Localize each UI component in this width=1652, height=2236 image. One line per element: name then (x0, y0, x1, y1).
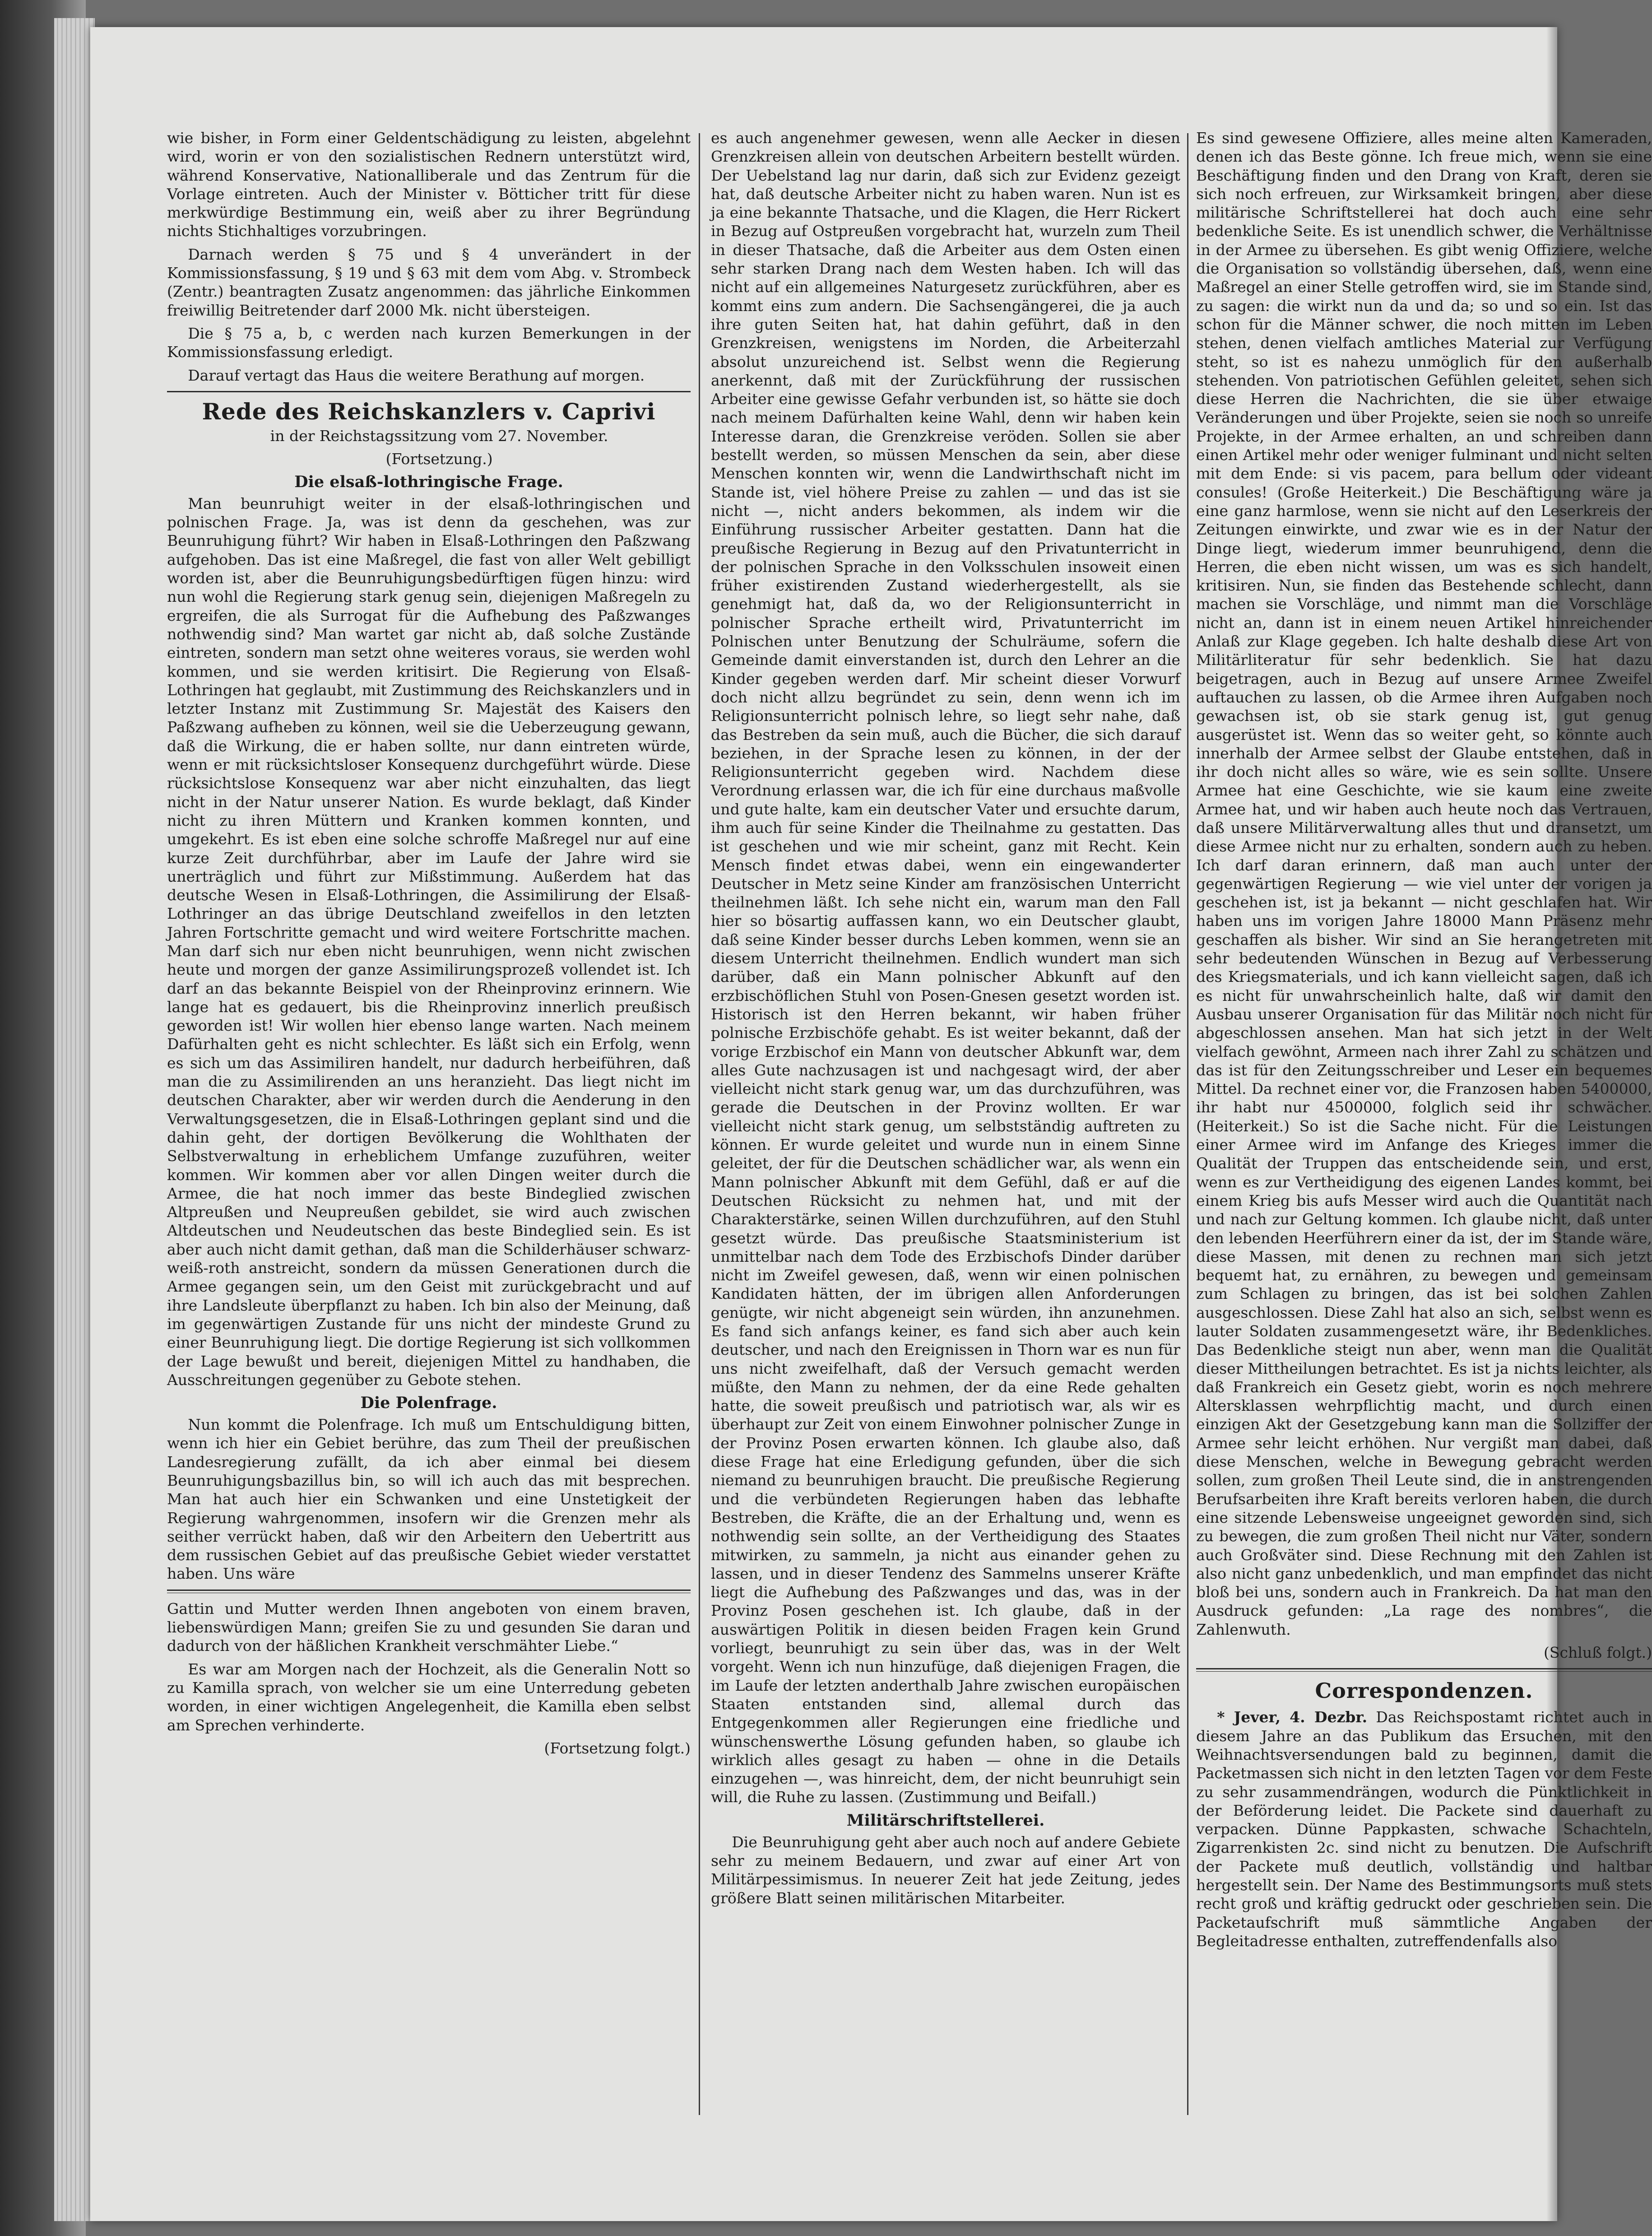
column-2 (711, 129, 1180, 1912)
section-divider (1196, 1668, 1652, 1672)
column-3 (1196, 129, 1652, 1955)
correspondence-title: Correspondenzen. (1315, 1678, 1533, 1703)
paragraph: Man beunruhigt weiter in der elsaß-lothringischen und polnischen Frage. Ja, was ist denn da geschehen, was zur Beunruhigung führt? Wir haben in Elsaß-Lothringen den Paßzwang aufgehoben. Das ist eine Maßregel, die fast von aller Welt gebilligt worden ist, aber die Beunruhigungsbedürftigen fügen hinzu: wird nun wohl die Regierung stark genug sein, diejenigen Maßregeln zu ergreifen, die als Surrogat für die Aufhebung des Paßzwanges nothwendig sind? Man wartet gar nicht ab, daß solche Zustände eintreten, sondern man setzt ohne weiteres voraus, sie werden wohl kommen, und sie werden kritisirt. Die Regierung von Elsaß-Lothringen hat geglaubt, mit Zustimmung des Reichskanzlers und in letzter Instanz mit Zustimmung Sr. Majestät des Kaisers den Paßzwang aufheben zu können, weil sie die Ueberzeugung gewann, daß die Wirkung, die er haben sollte, nur dann eintreten würde, wenn er mit rücksichtsloser Konsequenz durchgeführt würde. Diese rücksichtslose Konsequenz war aber nicht einzuhalten, das liegt nicht in der Natur unserer Nation. Es wurde beklagt, daß Kinder nicht zu ihren Müttern und Kranken kommen konnten, und umgekehrt. Es ist eben eine solche schroffe Maßregel nur auf eine kurze Zeit durchführbar, aber im Laufe der Jahre wird sie unerträglich und führt zur Mißstimmung. Außerdem hat das deutsche Wesen in Elsaß-Lothringen, die Assimilirung der Elsaß-Lothringer an das übrige Deutschland zweifellos in den letzten Jahren Fortschritte gemacht und wird weitere Fortschritte machen. Man darf sich nur eben nicht beunruhigen, wenn nicht zwischen heute und morgen der ganze Assimilirungsprozeß vollendet ist. Ich darf an das bekannte Beispiel von der Rheinprovinz erinnern. Wie lange hat es gedauert, bis die Rheinprovinz innerlich preußisch geworden ist! Wir wollen hier ebenso lange warten. Nach meinem Dafürhalten geht es nicht schlechter. Es läßt sich ein Erfolg, wenn es sich um das Assimiliren handelt, nur dadurch herbeiführen, daß man die zu Assimilirenden an uns heranzieht. Das liegt nicht im deutschen Charakter, aber wir werden durch die Aenderung in den Verwaltungsgesetzen, die in Elsaß-Lothringen geplant sind und die dahin geht, der dortigen Bevölkerung die Wohlthaten der Selbstverwaltung in erheblichem Umfange zuzuführen, weiter kommen. Wir kommen aber vor allen Dingen weiter durch die Armee, die hat noch immer das beste Bindeglied zwischen Altpreußen und Neupreußen gebildet, sie wird auch zwischen Altdeutschen und Neudeutschen das beste Bindeglied sein. Es ist aber auch nicht damit gethan, daß man die Schilderhäuser schwarz-weiß-roth anstreicht, sondern da müssen Generationen durch die Armee gegangen sein, um den Geist mit zurückgebracht und auf ihre Landsleute überpflanzt zu haben. Ich bin also der Meinung, daß im gegenwärtigen Zustande für uns nicht der mindeste Grund zu einer Beunruhigung liegt. Die dortige Regierung ist sich vollkommen der Lage bewußt und bereit, diejenigen Mittel zu handhaben, die Ausschreitungen gegenüber zu Gebote stehen. (167, 494, 691, 1389)
section-divider (167, 391, 691, 392)
paragraph: Die § 75 a, b, c werden nach kurzen Bemerkungen in der Kommissionsfassung erledigt. (167, 324, 691, 361)
feuilleton-divider (167, 1590, 691, 1593)
paragraph: Es war am Morgen nach der Hochzeit, als die Generalin Nott so zu Kamilla sprach, von welcher sie um eine Unterredung gebeten worden, in einer wichtigen Angelegenheit, die Kamilla eben selbst am Sprechen verhinderte. (167, 1660, 691, 1734)
section-heading-poland: Die Polenfrage. (360, 1394, 497, 1413)
section-heading-alsace: Die elsaß-lothringische Frage. (294, 472, 563, 491)
correspondence-text: Das Reichspostamt richtet auch in diesem Jahre an das Publikum das Ersuchen, mit den Weihnachtsversendungen bald zu beginnen, damit die Packetmassen sich nicht in den letzten Tagen vor dem Feste zu sehr zusammendrängen, wodurch die Pünktlichkeit in der Beförderung leidet. Die Packete sind dauerhaft zu verpacken. Dünne Pappkasten, schwache Schachteln, Zigarrenkisten 2c. sind nicht zu benutzen. Die Aufschrift der Packete muß deutlich, vollständig und haltbar hergestellt sein. Der Name des Bestimmungsorts muß stets recht groß und kräftig gedruckt oder geschrieben sein. Die Packetaufschrift muß sämmtliche Angaben der Begleitadresse enthalten, zutreffendenfalls also (1196, 1708, 1652, 1950)
paragraph: wie bisher, in Form einer Geldentschädigung zu leisten, abgelehnt wird, worin er von den sozialistischen Rednern unterstützt wird, während Konservative, Nationalliberale und das Zentrum für die Vorlage eintreten. Auch der Minister v. Bötticher tritt für diese merkwürdige Bestimmung ein, weiß aber zu ihrer Begründung nichts Stichhaltiges vorzubringen. (167, 129, 691, 240)
dateline: * Jever, 4. Dezbr. (1217, 1708, 1368, 1726)
paragraph: Darnach werden § 75 und § 4 unverändert in der Kommissionsfassung, § 19 und § 63 mit dem vom Abg. v. Strombeck (Zentr.) beantragten Zusatz angenommen: das jährliche Einkommen freiwillig Beitretender darf 2000 Mk. nicht übersteigen. (167, 245, 691, 319)
newspaper-page (90, 27, 1652, 2221)
column-rule (1187, 133, 1188, 2115)
section-heading-military-writing: Militärschriftstellerei. (846, 1811, 1045, 1830)
paragraph: Die Beunruhigung geht aber auch noch auf andere Gebiete sehr zu meinem Bedauern, und zwar auf einer Art von Militärpessimismus. In neuerer Zeit hat jede Zeitung, jedes größere Blatt seinen militärischen Mitarbeiter. (711, 1833, 1180, 1907)
paragraph: Es sind gewesene Offiziere, alles meine alten Kameraden, denen ich das Beste gönne. Ich freue mich, wenn sie eine Beschäftigung finden und den Drang von Kraft, deren sie sich noch erfreuen, zur Wirksamkeit bringen, aber diese militärische Schriftstellerei hat doch auch eine sehr bedenkliche Seite. Es ist unendlich schwer, die Verhältnisse in der Armee zu übersehen. Es gibt wenig Offiziere, welche die Organisation so vollständig übersehen, daß, wenn eine Maßregel an einer Stelle getroffen wird, sie im Stande sind, zu sagen: die wirkt nun da und da; so und so ein. Ist das schon für die Männer schwer, die noch mitten im Leben stehen, denen vielfach amtliches Material zur Verfügung steht, so ist es nahezu unmöglich für den außerhalb stehenden. Von patriotischen Gefühlen geleitet, sehen sich diese Herren die Nachrichten, die sie über etwaige Veränderungen und über Projekte, seien sie noch so unreife Projekte, in der Armee erhalten, an und schreiben dann einen Artikel mehr oder weniger fulminant und nicht selten mit dem Ende: si vis pacem, para bellum oder videant consules! (Große Heiterkeit.) Die Beschäftigung wäre ja eine ganz harmlose, wenn sie nicht auf den Leserkreis der Zeitungen einwirkte, und zwar wie es in der Natur der Dinge liegt, wiederum immer beunruhigend, denn die Herren, die eben nicht wissen, um was es sich handelt, kritisiren. Nun, sie finden das Bestehende schlecht, dann machen sie Vorschläge, und nimmt man die Vorschläge nicht an, dann ist in einem neuen Artikel hinreichender Anlaß zur Klage gegeben. Ich halte deshalb diese Art von Militärliteratur für sehr bedenklich. Sie hat dazu beigetragen, auch in Bezug auf unsere Armee Zweifel auftauchen zu lassen, ob die Armee ihren Aufgaben noch gewachsen ist, ob sie stark genug ist, gut genug ausgerüstet ist. Wenn das so weiter geht, so könnte auch innerhalb der Armee selbst der Glaube entstehen, daß in ihr doch nicht alles so wäre, wie es sein sollte. Unsere Armee hat eine Geschichte, wie sie kaum eine zweite Armee hat, und wir haben auch heute noch das Vertrauen, daß unsere Militärverwaltung alles thut und dransetzt, um diese Armee nicht nur zu erhalten, sondern auch zu heben. Ich darf daran erinnern, daß man auch unter der gegenwärtigen Regierung — wie viel unter der vorigen ja geschehen ist, ist ja bekannt — nicht geschlafen hat. Wir haben uns im vorigen Jahre 18000 Mann Präsenz mehr geschaffen als bisher. Wir sind an Sie herangetreten mit sehr bedeutenden Wünschen in Bezug auf Verbesserung des Kriegsmaterials, und ich kann vielleicht sagen, daß ich es nicht für unwahrscheinlich halte, daß wir damit den Ausbau unserer Organisation für das Militär noch nicht für abgeschlossen ansehen. Man hat sich jetzt in der Welt vielfach gewöhnt, Armeen nach ihrer Zahl zu schätzen und das ist für den Zeitungsschreiber und Leser ein bequemes Mittel. Da rechnet einer vor, die Franzosen haben 5400000, ihr habt nur 4500000, folglich seid ihr schwächer. (Heiterkeit.) So ist die Sache nicht. Für die Leistungen einer Armee wird im Anfange des Krieges immer die Qualität der Truppen das entscheidende sein, und erst, wenn es zur Vertheidigung des eigenen Landes kommt, bei einem Krieg bis aufs Messer wird auch die Quantität nach und nach zur Geltung kommen. Ich glaube nicht, daß unter den lebenden Heerführern einer da ist, der im Stande wäre, diese Massen, mit denen zu rechnen man sich jetzt bequemt hat, zu ernähren, zu bewegen und gemeinsam zum Schlagen zu bringen, das ist bei solchen Zahlen ausgeschlossen. Diese Zahl hat also an sich, selbst wenn es lauter Soldaten zusammengesetzt wäre, ihr Bedenkliches. Das Bedenkliche steigt nun aber, wenn man die Qualität dieser Mittheilungen betrachtet. Es ist ja nichts leichter, als daß Frankreich ein Gesetz giebt, worin es noch mehrere Altersklassen wehrpflichtig macht, und durch einen einzigen Akt der Gesetzgebung kann man die Sollziffer der Armee sehr leicht erhöhen. Nur vergißt man dabei, daß diese Menschen, welche in Bewegung gebracht werden sollen, zum großen Theil Leute sind, die in anstrengenden Berufsarbeiten ihre Kraft bereits verloren haben, die durch eine sitzende Lebensweise ungeeignet geworden sind, sich zu bewegen, die zum großen Theil nicht nur Väter, sondern auch Großväter sind. Diese Rechnung mit den Zahlen ist also nicht ganz unbedenklich, und man empfindet das nicht bloß bei uns, sondern auch in Frankreich. Da hat man den Ausdruck gefunden: „La rage des nombres“, die Zahlenwuth. (1196, 129, 1652, 1638)
paragraph: Nun kommt die Polenfrage. Ich muß um Entschuldigung bitten, wenn ich hier ein Gebiet berühre, das zum Theil der preußischen Landesregierung zufällt, da ich aber einmal bei diesem Beunruhigungsbazillus bin, so will ich auch das mit besprechen. Man hat auch hier ein Schwanken und eine Unstetigkeit der Regierung wahrgenommen, insofern wir die Grenzen mehr als seither verrückt haben, daß wir den Arbeitern den Uebertritt aus dem russischen Gebiet auf das preußische Gebiet wieder verstattet haben. Uns wäre (167, 1416, 691, 1583)
speech-subtitle: in der Reichstagssitzung vom 27. November. (270, 427, 608, 445)
feuilleton-signoff: (Fortsetzung folgt.) (544, 1739, 691, 1757)
reichstag-report-end (167, 129, 691, 385)
feuilleton (167, 1599, 691, 1757)
paragraph: es auch angenehmer gewesen, wenn alle Aecker in diesen Grenzkreisen allein von deutschen Arbeitern bestellt würden. Der Uebelstand lag nur darin, daß sich zur Evidenz gezeigt hat, daß deutsche Arbeiter nicht zu haben waren. Nun ist es ja eine bekannte Thatsache, und die Klagen, die Herr Rickert in Bezug auf Ostpreußen vorgebracht hat, wurzeln zum Theil in dieser Thatsache, daß die Arbeiter aus dem Osten einen sehr starken Drang nach dem Westen haben. Ich will das nicht auf ein allgemeines Naturgesetz zurückführen, aber es kommt eins zum andern. Die Sachsengängerei, die ja auch ihre guten Seiten hat, hat dahin geführt, daß in den Grenzkreisen, wenigstens im Norden, die Arbeiterzahl absolut unzureichend ist. Selbst wenn die Regierung anerkennt, daß mit der Zurückführung der russischen Arbeiter eine gewisse Gefahr verbunden ist, so hätte sie doch nach meinem Dafürhalten keine Wahl, denn wir haben kein Interesse daran, die Grenzkreise veröden. Sollen sie aber bestellt werden, so müssen Menschen da sein, aber diese Menschen konnten wir, wenn die Landwirthschaft nicht im Stande ist, viel höhere Preise zu zahlen — und das ist sie nicht —, nicht anders bekommen, als indem wir die Einführung russischer Arbeiter gestatten. Dann hat die preußische Regierung in Bezug auf den Privatunterricht in der polnischen Sprache in den Volksschulen insoweit einen früher existirenden Zustand wiederhergestellt, als sie genehmigt hat, daß da, wo der Religionsunterricht in polnischer Sprache ertheilt wird, Privatunterricht im Polnischen unter Benutzung der Schulräume, sofern die Gemeinde damit einverstanden ist, durch den Lehrer an die Kinder gegeben werden darf. Mir scheint dieser Vorwurf doch nicht allzu begründet zu sein, denn wenn ich im Religionsunterricht polnisch lehre, so liegt sehr nahe, daß das Bestreben da sein muß, auch die Bücher, die sich darauf beziehen, in der Sprache lesen zu können, in der der Religionsunterricht gegeben wird. Nachdem diese Verordnung erlassen war, die ich für eine durchaus maßvolle und gute halte, kam ein deutscher Vater und ersuchte darum, ihm auch für seine Kinder die Theilnahme zu gestatten. Das ist geschehen und wie mir scheint, ganz mit Recht. Kein Mensch findet etwas dabei, wenn ein eingewanderter Deutscher in Metz seine Kinder am französischen Unterricht theilnehmen läßt. Ich sehe nicht ein, warum man den Fall hier so bösartig auffassen kann, wo ein Deutscher glaubt, daß seine Kinder besser durchs Leben kommen, wenn sie an diesem Unterricht theilnehmen. Endlich wundert man sich darüber, daß ein Mann polnischer Abkunft auf den erzbischöflichen Stuhl von Posen-Gnesen gesetzt worden ist. Historisch ist den Herren bekannt, wir haben früher polnische Erzbischöfe gehabt. Es ist weiter bekannt, daß der vorige Erzbischof ein Mann von deutscher Abkunft war, dem alles Gute nachzusagen ist und nachgesagt wird, der aber vielleicht nicht stark genug war, um das durchzuführen, was gerade die Deutschen in der Provinz wollten. Er war vielleicht nicht stark genug, um selbstständig auftreten zu können. Er wurde geleitet und wurde nun in einem Sinne geleitet, der für die Deutschen schädlicher war, als wenn ein Mann polnischer Abkunft mit dem Gefühl, daß er auf die Deutschen Rücksicht zu nehmen hat, und mit der Charakterstärke, seinen Willen durchzuführen, auf den Stuhl gesetzt würde. Das preußische Staatsministerium ist unmittelbar nach dem Tode des Erzbischofs Dinder darüber nicht im Zweifel gewesen, daß, wenn wir einen polnischen Kandidaten hätten, der im übrigen allen Anforderungen genügte, wir nicht abgeneigt sein würden, ihn anzunehmen. Es fand sich anfangs keiner, es fand sich aber auch kein deutscher, und nach den Ereignissen in Thorn war es nun für uns nicht zweifelhaft, daß der Versuch gemacht werden müßte, den Mann zu nehmen, der da eine Rede gehalten hatte, die soweit preußisch und patriotisch war, als wir es überhaupt zur Zeit von einem Einwohner polnischer Zunge in der Provinz Posen erwarten können. Ich glaube also, daß diese Frage hat eine Erledigung gefunden, über die sich niemand zu beunruhigen braucht. Die preußische Regierung und die verbündeten Regierungen haben das lebhafte Bestreben, die Kräfte, die an der Erhaltung und, wenn es nothwendig sein sollte, an der Vertheidigung des Staates mitwirken, zu sammeln, ja nicht aus einander gehen zu lassen, und in dieser Tendenz des Sammelns unserer Kräfte liegt die Aufhebung des Paßzwanges und das, was in der Provinz Posen geschehen ist. Ich glaube, daß in der auswärtigen Politik in diesen beiden Fragen kein Grund vorliegt, beunruhigt zu sein über das, was in der Welt vorgeht. Wenn ich nun hinzufüge, daß diejenigen Fragen, die im Laufe der letzten anderthalb Jahre zwischen europäischen Staaten entstanden sind, allemal durch das Entgegenkommen aller Regierungen eine friedliche und wünschenswerthe Lösung gefunden haben, so glaube ich wirklich alles gesagt zu haben — ohne in die Details einzugehen —, was hinreicht, dem, der nicht beunruhigt sein will, die Ruhe zu lassen. (Zustimmung und Beifall.) (711, 129, 1180, 1806)
page-stack-edges (54, 18, 95, 2221)
correspondence-paragraph (1196, 1708, 1652, 1950)
paragraph: Darauf vertagt das Haus die weitere Berathung auf morgen. (188, 366, 645, 384)
speech-title: Rede des Reichskanzlers v. Caprivi (202, 398, 656, 425)
speech-signoff: (Schluß folgt.) (1544, 1644, 1652, 1662)
paragraph: Gattin und Mutter werden Ihnen angeboten von einem braven, liebenswürdigen Mann; greifen Sie zu und gesunden Sie daran und dadurch von der häßlichen Krankheit verschmähter Liebe.“ (167, 1599, 691, 1655)
column-1 (167, 129, 691, 1762)
column-rule (699, 133, 700, 2115)
speech-continued-note: (Fortsetzung.) (385, 450, 493, 468)
